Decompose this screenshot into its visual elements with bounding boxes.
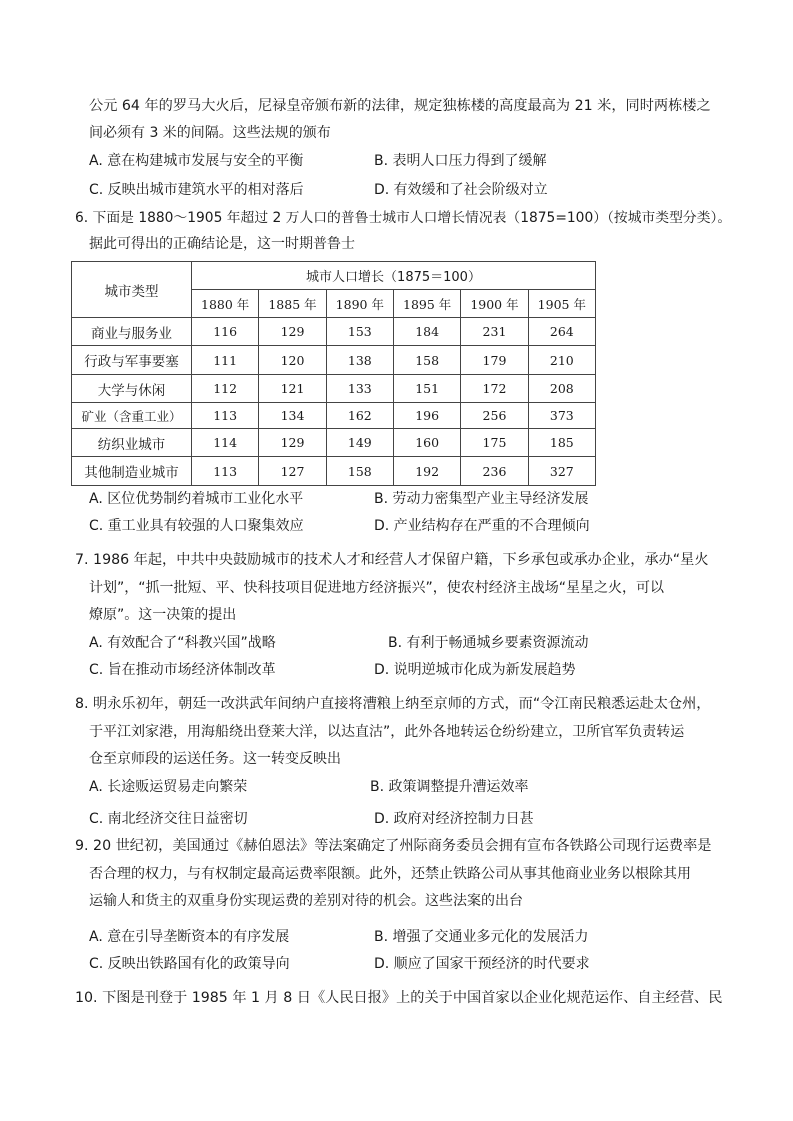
q7-option-c: C. 旨在推动市场经济体制改革 bbox=[89, 662, 276, 678]
q8-option-a: A. 长途贩运贸易走向繁荣 bbox=[89, 779, 248, 795]
q10-stem-line1: 10. 下图是刊登于 1985 年 1 月 8 日《人民日报》上的关于中国首家以企业化规范运作、自主经营、民 bbox=[75, 990, 723, 1006]
q8-stem-line1: 8. 明永乐初年，朝廷一改洪武年间纳户直接将漕粮上纳至京师的方式，而“令江南民粮悉运赴太仓州， bbox=[75, 696, 711, 712]
value-cell: 153 bbox=[326, 318, 393, 346]
value-cell: 256 bbox=[461, 403, 528, 429]
table-row bbox=[72, 346, 596, 374]
city-type-cell: 其他制造业城市 bbox=[72, 457, 192, 486]
table-header-row-1 bbox=[72, 262, 596, 290]
city-type-cell: 纺织业城市 bbox=[72, 429, 192, 457]
value-cell: 138 bbox=[326, 346, 393, 374]
value-cell: 127 bbox=[259, 457, 326, 486]
city-type-cell: 商业与服务业 bbox=[72, 318, 192, 346]
value-cell: 373 bbox=[528, 403, 595, 429]
q9-option-a: A. 意在引导垄断资本的有序发展 bbox=[89, 929, 290, 945]
city-type-cell: 矿业（含重工业） bbox=[72, 403, 192, 429]
value-cell: 149 bbox=[326, 429, 393, 457]
value-cell: 185 bbox=[528, 429, 595, 457]
q7-option-a: A. 有效配合了“科教兴国”战略 bbox=[89, 635, 276, 651]
table-row bbox=[72, 318, 596, 346]
value-cell: 129 bbox=[259, 429, 326, 457]
year-header: 1895 年 bbox=[393, 290, 460, 318]
value-cell: 162 bbox=[326, 403, 393, 429]
value-cell: 151 bbox=[393, 374, 460, 402]
table-row bbox=[72, 457, 596, 486]
q5-option-c: C. 反映出城市建筑水平的相对落后 bbox=[89, 182, 304, 198]
value-cell: 158 bbox=[326, 457, 393, 486]
value-cell: 264 bbox=[528, 318, 595, 346]
table-row bbox=[72, 374, 596, 402]
value-cell: 116 bbox=[192, 318, 259, 346]
q6-option-a: A. 区位优势制约着城市工业化水平 bbox=[89, 491, 304, 507]
value-cell: 175 bbox=[461, 429, 528, 457]
year-header: 1905 年 bbox=[528, 290, 595, 318]
value-cell: 236 bbox=[461, 457, 528, 486]
q5-stem-line2: 间必须有 3 米的间隔。这些法规的颁布 bbox=[89, 125, 331, 141]
year-header: 1885 年 bbox=[259, 290, 326, 318]
value-cell: 196 bbox=[393, 403, 460, 429]
value-cell: 120 bbox=[259, 346, 326, 374]
value-cell: 327 bbox=[528, 457, 595, 486]
value-cell: 231 bbox=[461, 318, 528, 346]
year-header: 1890 年 bbox=[326, 290, 393, 318]
q7-option-b: B. 有利于畅通城乡要素资源流动 bbox=[388, 635, 589, 651]
table-row bbox=[72, 429, 596, 457]
q5-option-d: D. 有效缓和了社会阶级对立 bbox=[374, 182, 548, 198]
city-type-cell: 行政与军事要塞 bbox=[72, 346, 192, 374]
q6-stem-line2: 据此可得出的正确结论是，这一时期普鲁士 bbox=[89, 236, 355, 252]
q6-option-d: D. 产业结构存在严重的不合理倾向 bbox=[374, 518, 590, 534]
q9-option-d: D. 顺应了国家干预经济的时代要求 bbox=[374, 956, 590, 972]
q9-option-b: B. 增强了交通业多元化的发展活力 bbox=[374, 929, 589, 945]
city-type-cell: 大学与休闲 bbox=[72, 374, 192, 402]
city-type-header: 城市类型 bbox=[72, 262, 192, 318]
year-header: 1900 年 bbox=[461, 290, 528, 318]
value-cell: 160 bbox=[393, 429, 460, 457]
q7-stem-line3: 燎原”。这一决策的提出 bbox=[89, 607, 237, 623]
value-cell: 112 bbox=[192, 374, 259, 402]
value-cell: 134 bbox=[259, 403, 326, 429]
q9-stem-line1: 9. 20 世纪初，美国通过《赫伯恩法》等法案确定了州际商务委员会拥有宣布各铁路公司现行运费率是 bbox=[75, 838, 712, 854]
value-cell: 113 bbox=[192, 457, 259, 486]
q7-stem-line2: 计划”，“抓一批短、平、快科技项目促进地方经济振兴”，使农村经济主战场“星星之火，可以 bbox=[89, 580, 665, 596]
q6-option-b: B. 劳动力密集型产业主导经济发展 bbox=[374, 491, 589, 507]
value-cell: 210 bbox=[528, 346, 595, 374]
value-cell: 113 bbox=[192, 403, 259, 429]
q7-stem-line1: 7. 1986 年起，中共中央鼓励城市的技术人才和经营人才保留户籍，下乡承包或承办企业，承办“星火 bbox=[75, 552, 709, 568]
q8-option-b: B. 政策调整提升漕运效率 bbox=[370, 779, 529, 795]
value-cell: 133 bbox=[326, 374, 393, 402]
q8-stem-line3: 仓至京师段的运送任务。这一转变反映出 bbox=[89, 751, 341, 767]
value-cell: 179 bbox=[461, 346, 528, 374]
q8-stem-line2: 于平江刘家港，用海船绕出登莱大洋，以达直沽”，此外各地转运仓纷纷建立，卫所官军负责转运 bbox=[89, 724, 685, 740]
value-cell: 121 bbox=[259, 374, 326, 402]
value-cell: 184 bbox=[393, 318, 460, 346]
value-cell: 129 bbox=[259, 318, 326, 346]
q5-option-a: A. 意在构建城市发展与安全的平衡 bbox=[89, 153, 304, 169]
value-cell: 192 bbox=[393, 457, 460, 486]
value-cell: 158 bbox=[393, 346, 460, 374]
population-growth-table bbox=[71, 261, 596, 486]
q5-option-b: B. 表明人口压力得到了缓解 bbox=[374, 153, 547, 169]
value-cell: 111 bbox=[192, 346, 259, 374]
q7-option-d: D. 说明逆城市化成为新发展趋势 bbox=[374, 662, 576, 678]
q9-stem-line3: 运输人和货主的双重身份实现运费的差别对待的机会。这些法案的出台 bbox=[89, 893, 523, 909]
growth-group-header: 城市人口增长（1875＝100） bbox=[192, 262, 596, 290]
q9-option-c: C. 反映出铁路国有化的政策导向 bbox=[89, 956, 290, 972]
q5-stem-line1: 公元 64 年的罗马大火后，尼禄皇帝颁布新的法律，规定独栋楼的高度最高为 21 米，同时两栋楼之 bbox=[89, 98, 711, 114]
year-header: 1880 年 bbox=[192, 290, 259, 318]
value-cell: 208 bbox=[528, 374, 595, 402]
value-cell: 172 bbox=[461, 374, 528, 402]
table-row bbox=[72, 403, 596, 429]
q9-stem-line2: 否合理的权力，与有权制定最高运费率限额。此外，还禁止铁路公司从事其他商业业务以根除其用 bbox=[89, 866, 691, 882]
q6-stem-line1: 6. 下面是 1880～1905 年超过 2 万人口的普鲁士城市人口增长情况表（1875=100）（按城市类型分类）。 bbox=[75, 210, 732, 226]
q8-option-c: C. 南北经济交往日益密切 bbox=[89, 811, 248, 827]
q8-option-d: D. 政府对经济控制力日甚 bbox=[374, 811, 534, 827]
q6-option-c: C. 重工业具有较强的人口聚集效应 bbox=[89, 518, 304, 534]
value-cell: 114 bbox=[192, 429, 259, 457]
